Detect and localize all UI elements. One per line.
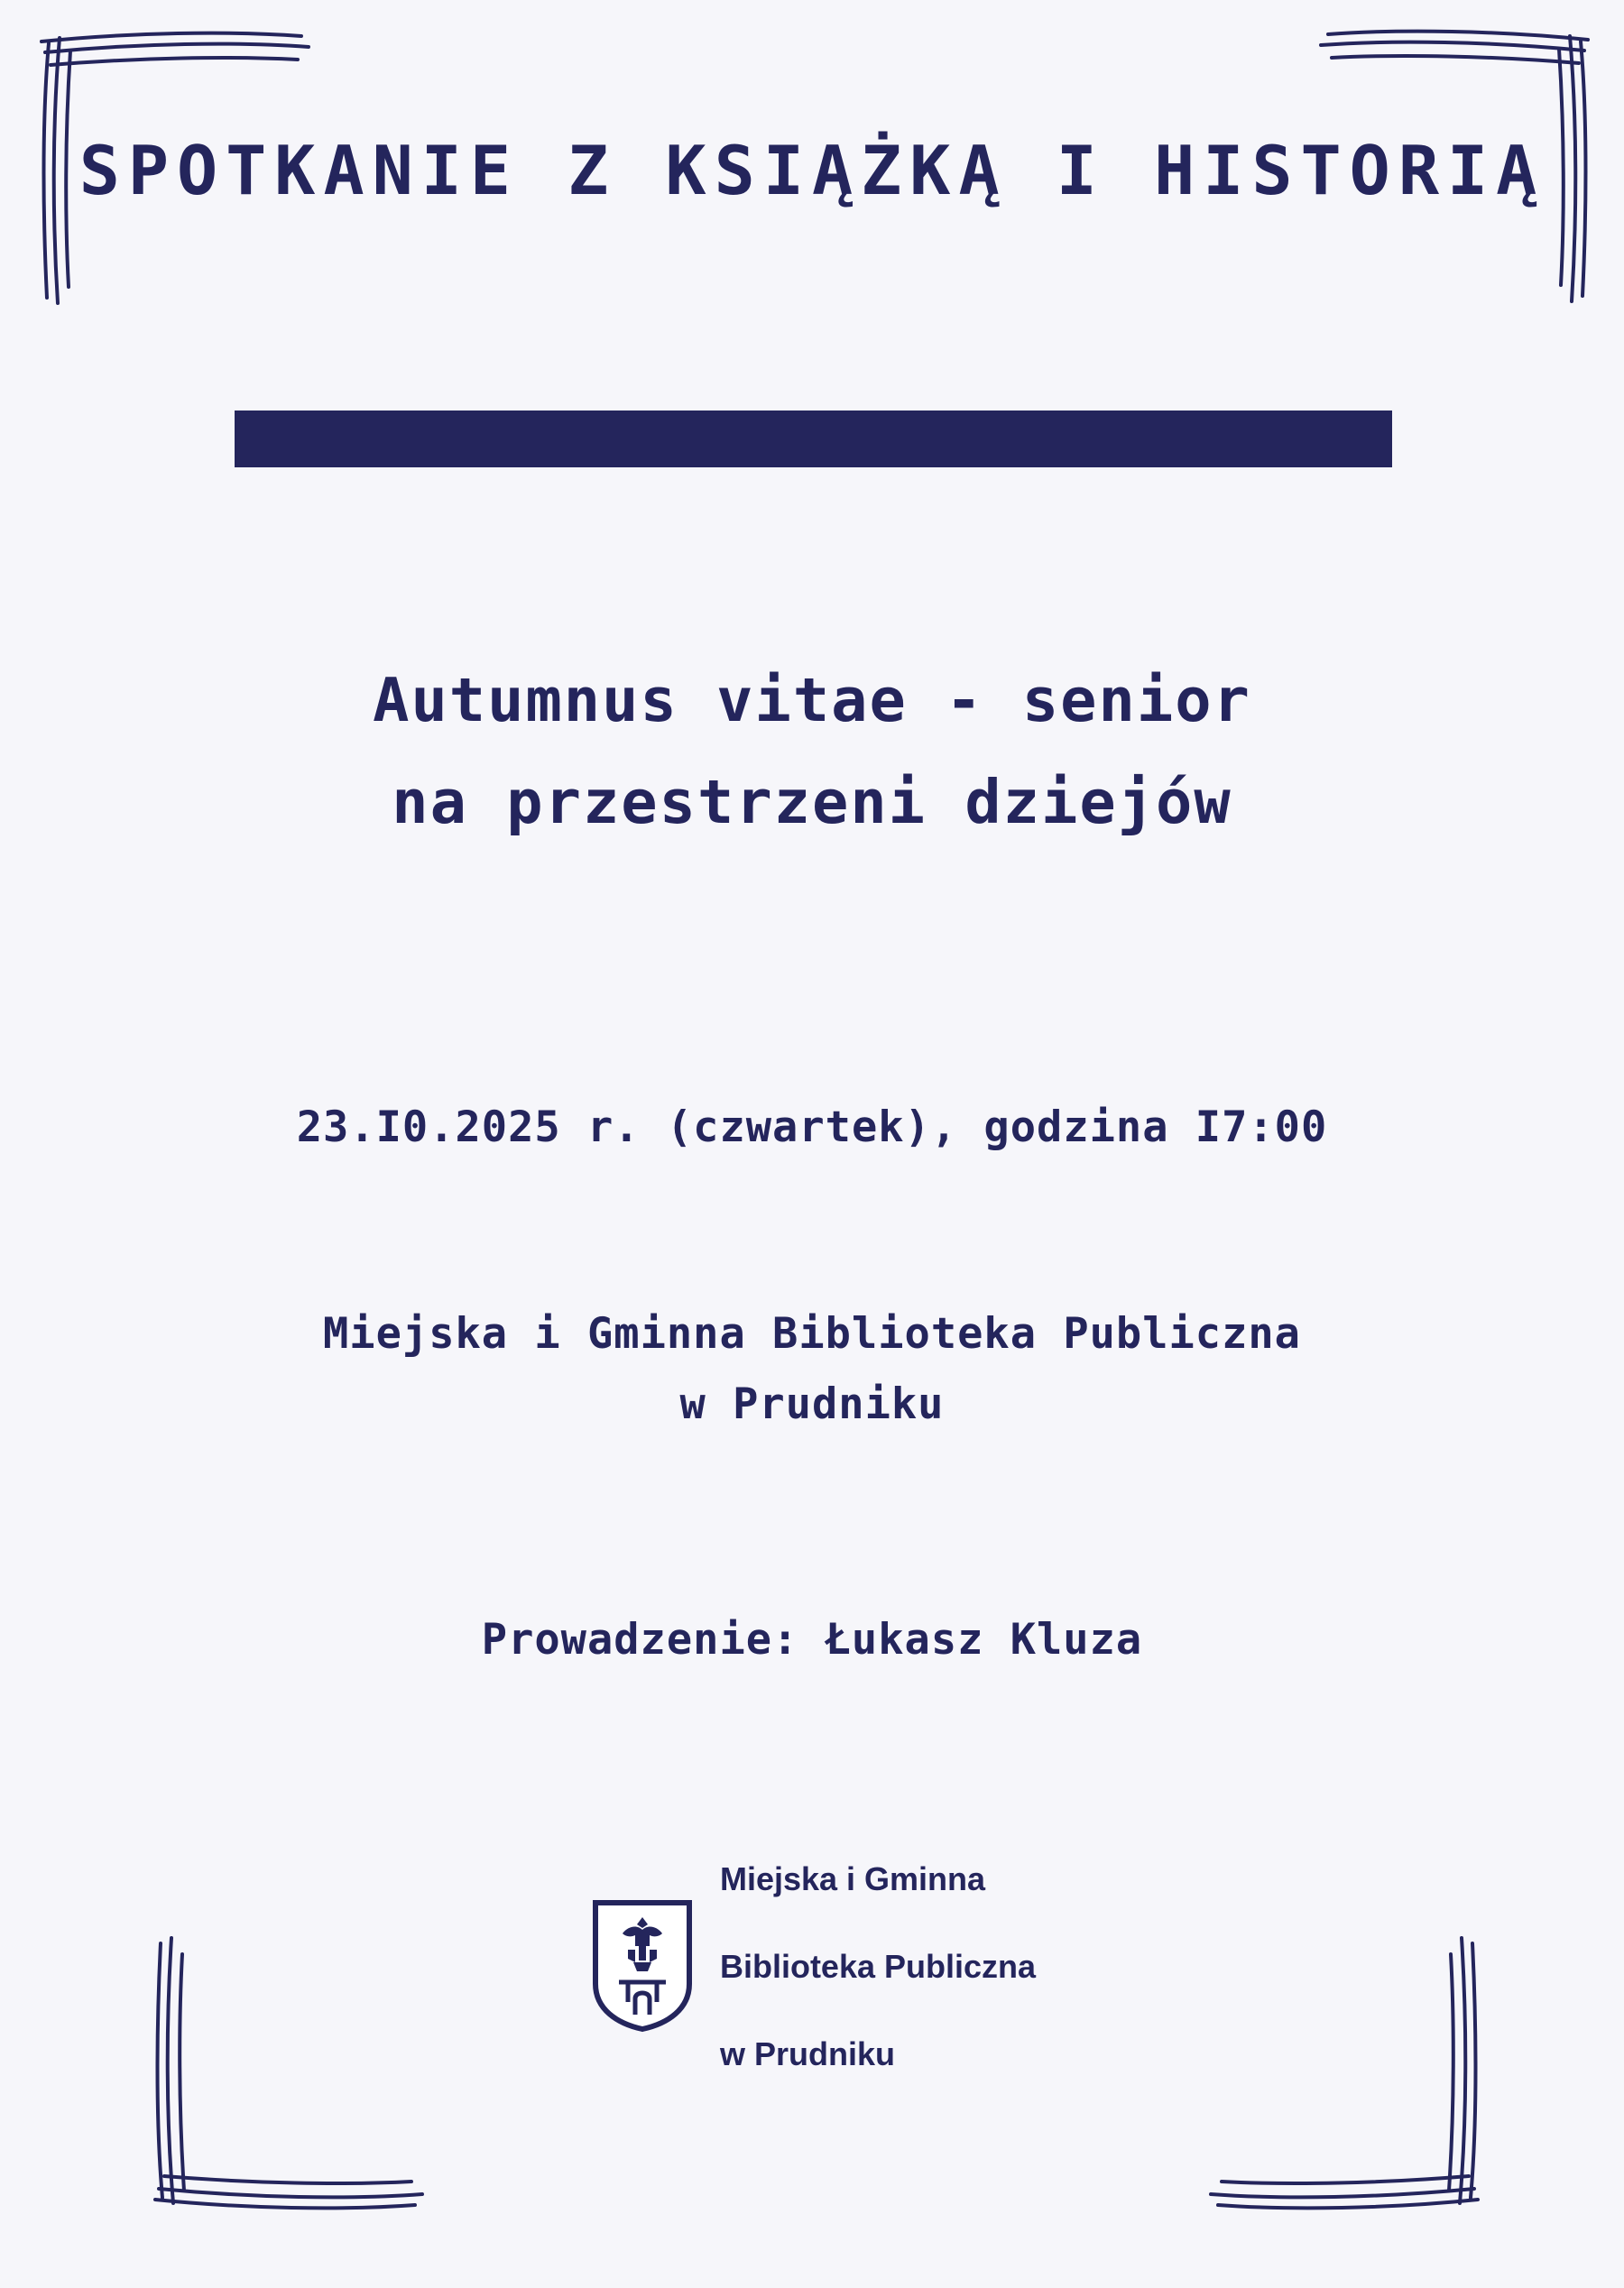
library-logo-line-2: Biblioteka Publiczna — [719, 1947, 1037, 1985]
event-venue-line-2: w Prudniku — [679, 1379, 945, 1429]
library-logo-text — [720, 1813, 1036, 2120]
library-logo-lockup — [0, 1813, 1624, 2120]
prudnik-coat-of-arms-icon — [588, 1897, 697, 2036]
event-venue — [0, 1299, 1624, 1439]
event-subject — [0, 650, 1624, 853]
event-host: Prowadzenie: Łukasz Kluza — [481, 1615, 1143, 1665]
library-logo-line-3: w Prudniku — [719, 2034, 895, 2072]
event-venue-line-1: Miejska i Gminna Biblioteka Publiczna — [323, 1309, 1301, 1359]
event-subject-line-1: Autumnus vitae - senior — [373, 665, 1251, 735]
poster-title: SPOTKANIE Z KSIĄŻKĄ I HISTORIĄ — [78, 131, 1546, 210]
library-logo-line-1: Miejska i Gminna — [719, 1859, 986, 1897]
event-datetime: 23.I0.2025 r. (czwartek), godzina I7:00 — [296, 1102, 1328, 1152]
title-divider-bar — [235, 411, 1392, 467]
event-subject-line-2: na przestrzeni dziejów — [392, 766, 1232, 837]
